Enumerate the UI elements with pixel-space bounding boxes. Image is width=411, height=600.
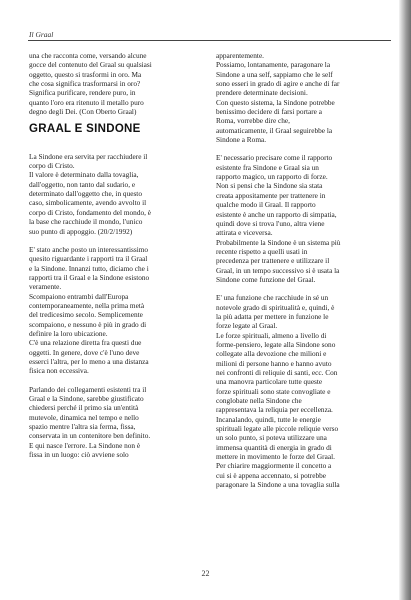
paragraph: E' necessario precisare come il rapporto esistente fra Sindone e Graal sia un rapporto magico, un rapporto di forze. Non si pensi che la Sindone sia stata creata appositamente per trattenere in qualche modo il Graal. Il rapporto esistente è anche un rapporto di simpatia, quindi dove si trova l'uno, altra viene attirata e viceversa. Probabilmente la Sindone è un sistema più recente rispetto a quelli usati in precedenza per trattenere e utilizzare il Graal, in un tempo successivo si è usata la Sindone come funzione del Graal. [216, 153, 341, 284]
paragraph: La Sindone era servita per racchiudere il corpo di Cristo. Il valore è determinato dalla tovaglia, dall'oggetto, non tanto dal sudario, e determinato dall'oggetto che, in questo caso, simbolicamente, avendo avvolto il corpo di Cristo, fondamento del mondo, è la base che racchiude il mondo, l'unico suo punto di appoggio. (20/2/1992) [29, 151, 151, 236]
page-edge-shadow [399, 0, 411, 600]
running-head: Il Graal [29, 30, 54, 39]
paragraph: Parlando dei collegamenti esistenti tra il Graal e la Sindone, sarebbe giustificato chiedersi perché il primo sia un'entità mutevole, dinamica nel tempo e nello spazio mentre l'altra sia ferma, fissa, conservata in un contenitore ben definito. E qui nasce l'errore. La Sindone non è fissa in un luogo: ciò avviene solo [29, 384, 151, 460]
intro-paragraph: una che racconta come, versando alcune gocce del contenuto del Graal su qualsiasi oggetto, questo si trasformi in oro. Ma che cosa significa trasformarsi in oro? Significa purificare, rendere puro, in quanto l'oro era ritenuto il metallo puro degno degli Dei. (Con Oberto Graal) [29, 51, 152, 117]
paragraph: E' stato anche posto un interessantissimo quesito riguardante i rapporti tra il Graal e la Sindone. Innanzi tutto, diciamo che i rapporti tra il Graal e la Sindone esistono veramente. Scompaiono entrambi dall'Europa contemporaneamente, nella prima metà del tredicesimo secolo. Semplicemente scompaiono, e nessuno è più in grado di definire la loro ubicazione. C'è una relazione diretta fra questi due oggetti. In genere, dove c'è l'uno deve esserci l'altra, per lo meno a una distanza fisica non eccessiva. [29, 244, 150, 376]
paragraph: E' una funzione che racchiude in sé un notevole grado di spiritualità e, quindi, è la più adatta per mettere in funzione le forze legate al Graal. Le forze spirituali, almeno a livello di forme-pensiero, legate alla Sindone sono collegate alla devozione che milioni e milioni di persone hanno e hanno avuto nei confronti di reliquie di santi, ecc. Con una manovra particolare tutte queste forze spirituali sono state convogliate e conglobate nella Sindone che rappresentava la reliquia per eccellenza. Incanalando, quindi, tutte le energie spirituali legate alle piccole reliquie verso un solo punto, si poteva utilizzare una immensa quantità di energia in grado di mettere in movimento le forze del Graal. Per chiarire maggiormente il concetto a cui si è appena accennato, si potrebbe paragonare la Sindone a una tovaglia sulla [216, 293, 340, 490]
left-column [29, 51, 201, 468]
header-rule [28, 40, 391, 41]
paragraph: apparentemente. Possiamo, lontanamente, paragonare la Sindone a una self, sappiamo che le self sono esseri in grado di agire e anche di far prendere determinate decisioni. Con questo sistema, la Sindone potrebbe benissimo decidere di farsi portare a Roma, vorrebbe dire che, automaticamente, il Graal seguirebbe la Sindone a Roma. [216, 51, 340, 145]
right-column [216, 51, 388, 498]
section-title: GRAAL E SINDONE [29, 123, 141, 136]
page-number: 22 [201, 569, 210, 578]
